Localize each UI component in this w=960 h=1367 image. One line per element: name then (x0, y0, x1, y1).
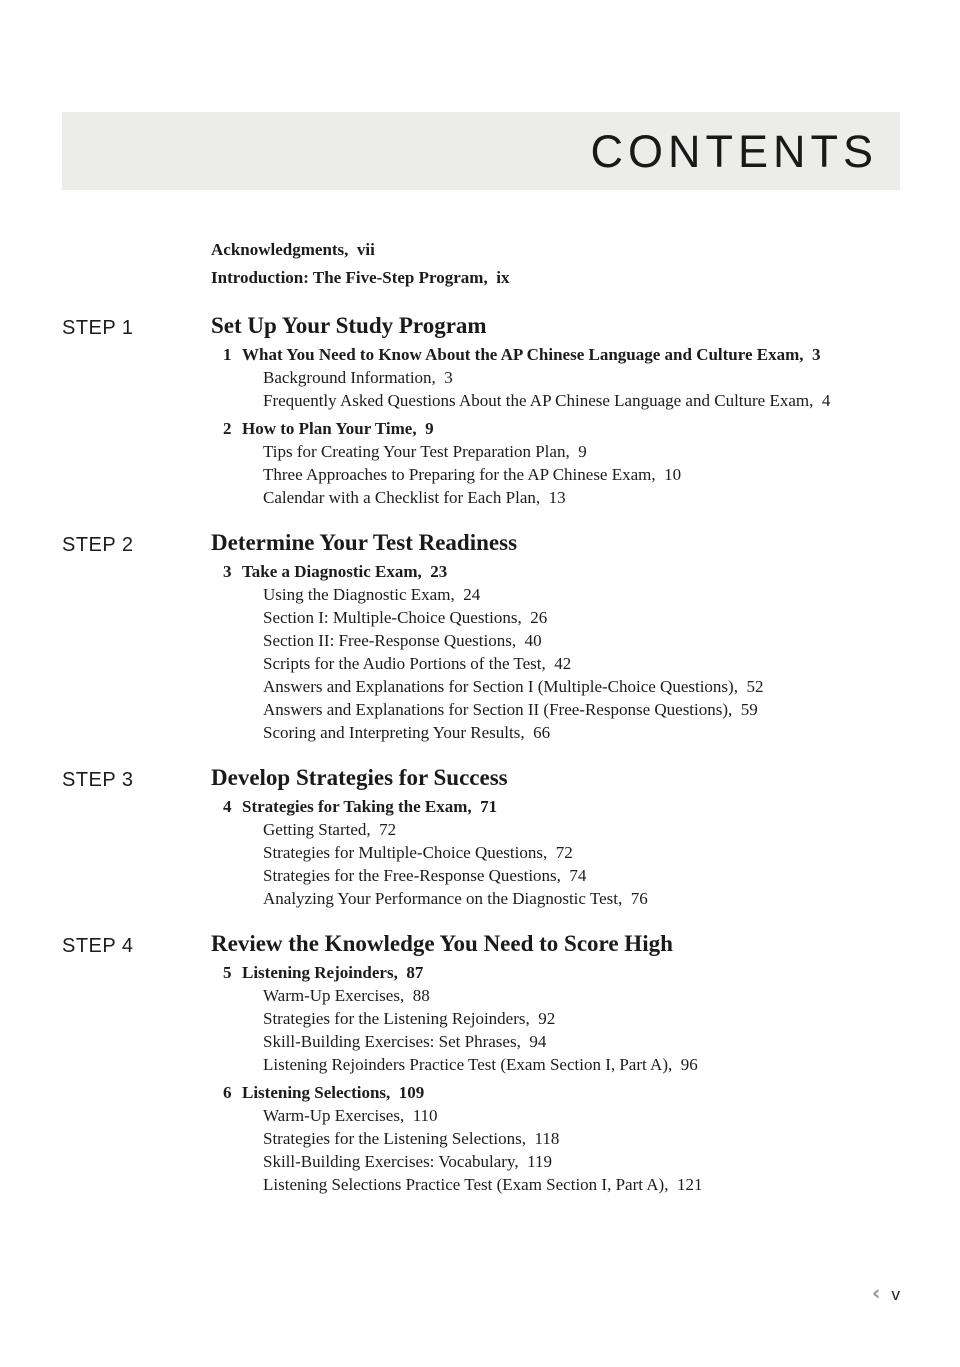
step-section (0, 763, 960, 910)
subsection-entry: Frequently Asked Questions About the AP Chinese Language and Culture Exam, 4 (263, 391, 831, 410)
front-matter (211, 236, 960, 292)
chapter-block (211, 343, 902, 412)
subsection-entry: Scoring and Interpreting Your Results, 66 (263, 723, 551, 742)
chapter-entry (211, 1081, 902, 1104)
subsection-entry: Answers and Explanations for Section I (Multiple-Choice Questions), 52 (263, 677, 764, 696)
chapter-number: 6 (223, 1083, 232, 1102)
subsections-list (263, 1104, 902, 1196)
front-matter-entry: Acknowledgments, vii (211, 240, 375, 259)
chapter-entry (211, 795, 902, 818)
chevron-left-icon: ‹ (871, 1281, 881, 1305)
step-section (0, 929, 960, 1196)
page-title: CONTENTS (590, 125, 878, 177)
chapter-entry (211, 560, 902, 583)
subsection-entry: Tips for Creating Your Test Preparation Plan, 9 (263, 442, 587, 461)
subsection-entry: Strategies for the Listening Rejoinders, 92 (263, 1009, 556, 1028)
chapter-title: Take a Diagnostic Exam, 23 (242, 562, 448, 581)
steps-container (0, 311, 960, 1196)
step-title: Determine Your Test Readiness (211, 530, 518, 555)
step-label: STEP 3 (62, 769, 134, 791)
chapters-list (211, 343, 902, 509)
subsection-entry: Listening Selections Practice Test (Exam Section I, Part A), 121 (263, 1175, 703, 1194)
chapter-block (211, 961, 902, 1076)
subsection-entry: Warm-Up Exercises, 88 (263, 986, 430, 1005)
subsection-entry: Skill-Building Exercises: Set Phrases, 94 (263, 1032, 547, 1051)
step-label: STEP 1 (62, 317, 134, 339)
chapter-entry (211, 417, 902, 440)
chapters-list (211, 961, 902, 1196)
chapter-block (211, 795, 902, 910)
subsections-list (263, 583, 902, 744)
chapter-title: Strategies for Taking the Exam, 71 (242, 797, 498, 816)
chapter-title: What You Need to Know About the AP Chinese Language and Culture Exam, 3 (242, 345, 821, 364)
subsection-entry: Section I: Multiple-Choice Questions, 26 (263, 608, 548, 627)
chapter-title: Listening Rejoinders, 87 (242, 963, 424, 982)
toc-body (0, 236, 960, 1196)
subsection-entry: Background Information, 3 (263, 368, 453, 387)
chapter-number: 4 (223, 797, 232, 816)
step-title: Review the Knowledge You Need to Score High (211, 931, 673, 956)
chapters-list (211, 560, 902, 744)
subsection-entry: Listening Rejoinders Practice Test (Exam Section I, Part A), 96 (263, 1055, 698, 1074)
subsection-entry: Getting Started, 72 (263, 820, 397, 839)
step-label: STEP 4 (62, 935, 134, 957)
chapter-number: 1 (223, 345, 232, 364)
subsection-entry: Using the Diagnostic Exam, 24 (263, 585, 481, 604)
chapter-entry (211, 961, 902, 984)
subsection-entry: Skill-Building Exercises: Vocabulary, 119 (263, 1152, 552, 1171)
subsection-entry: Strategies for the Listening Selections, 118 (263, 1129, 560, 1148)
subsections-list (263, 984, 902, 1076)
subsection-entry: Warm-Up Exercises, 110 (263, 1106, 438, 1125)
chapter-title: Listening Selections, 109 (242, 1083, 425, 1102)
subsection-entry: Scripts for the Audio Portions of the Test, 42 (263, 654, 572, 673)
subsection-entry: Analyzing Your Performance on the Diagnostic Test, 76 (263, 889, 648, 908)
contents-header-bar (62, 112, 900, 190)
chapter-block (211, 1081, 902, 1196)
subsections-list (263, 818, 902, 910)
subsection-entry: Three Approaches to Preparing for the AP Chinese Exam, 10 (263, 465, 682, 484)
subsection-entry: Calendar with a Checklist for Each Plan, 13 (263, 488, 566, 507)
chapter-number: 5 (223, 963, 232, 982)
subsection-entry: Strategies for Multiple-Choice Questions, 72 (263, 843, 573, 862)
subsection-entry: Section II: Free-Response Questions, 40 (263, 631, 542, 650)
chapter-block (211, 417, 902, 509)
step-title: Develop Strategies for Success (211, 765, 508, 790)
step-section (0, 528, 960, 744)
step-label: STEP 2 (62, 534, 134, 556)
chapter-number: 2 (223, 419, 232, 438)
chapter-number: 3 (223, 562, 232, 581)
step-title: Set Up Your Study Program (211, 313, 487, 338)
step-section (0, 311, 960, 509)
chapter-title: How to Plan Your Time, 9 (242, 419, 434, 438)
subsections-list (263, 366, 902, 412)
folio-page-number: v (891, 1285, 900, 1304)
front-matter-entry: Introduction: The Five-Step Program, ix (211, 268, 510, 287)
chapter-entry (211, 343, 902, 366)
chapter-block (211, 560, 902, 744)
subsection-entry: Strategies for the Free-Response Questions, 74 (263, 866, 587, 885)
subsections-list (263, 440, 902, 509)
subsection-entry: Answers and Explanations for Section II (Free-Response Questions), 59 (263, 700, 758, 719)
chapters-list (211, 795, 902, 910)
page-footer (872, 1283, 900, 1304)
